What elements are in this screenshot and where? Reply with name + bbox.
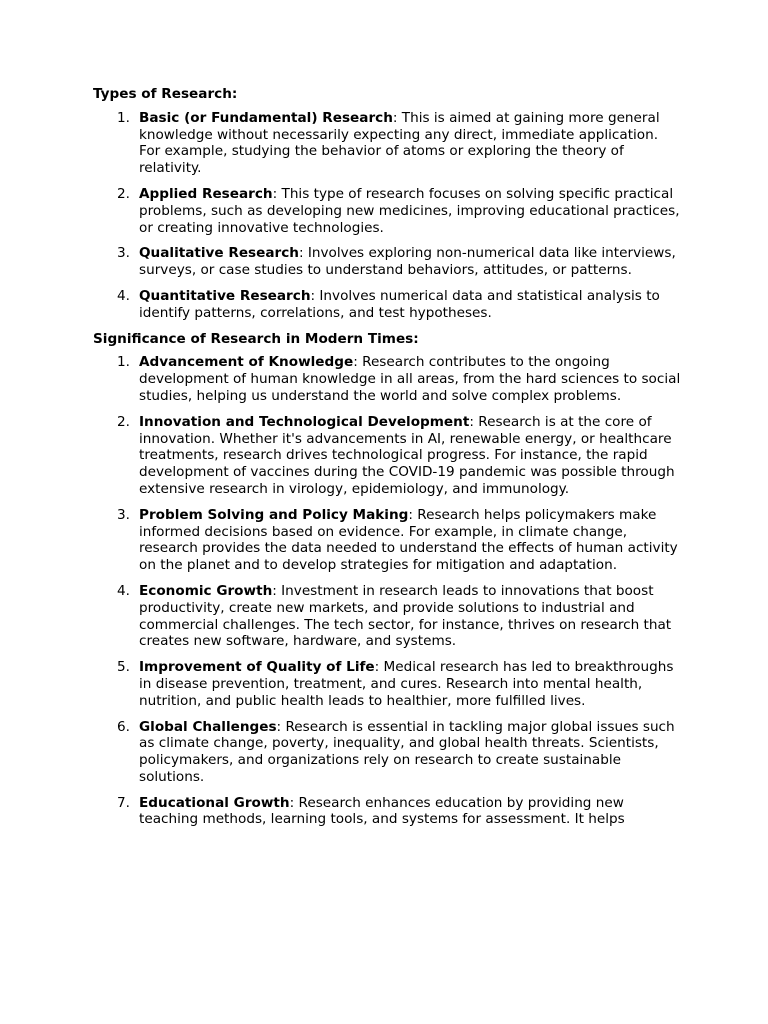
list-text: : Involves exploring non-numerical data like interviews, surveys, or case studies to understand behaviors, attitudes, or patterns. bbox=[139, 245, 676, 279]
list-text: : Research is essential in tackling major global issues such as climate change, poverty, inequality, and global health threats. Scientists, policymakers, and organizations rely on research to create sustainable solutions. bbox=[139, 718, 675, 785]
list-item bbox=[93, 719, 683, 786]
list-term: Qualitative Research bbox=[139, 245, 299, 262]
list-item bbox=[93, 288, 683, 322]
list-term: Applied Research bbox=[139, 185, 273, 202]
list-item bbox=[93, 414, 683, 498]
list-number: 2. bbox=[117, 413, 130, 430]
list-item bbox=[93, 245, 683, 279]
list-term: Problem Solving and Policy Making bbox=[139, 506, 409, 523]
list-number: 1. bbox=[117, 109, 130, 126]
list-number: 3. bbox=[117, 506, 130, 523]
list-item bbox=[93, 507, 683, 574]
list-number: 2. bbox=[117, 185, 130, 202]
list-text: : Research enhances education by providing new teaching methods, learning tools, and systems for assessment. It helps bbox=[139, 794, 625, 828]
list-term: Advancement of Knowledge bbox=[139, 354, 354, 371]
types-list bbox=[93, 110, 683, 322]
list-item bbox=[93, 583, 683, 650]
list-number: 5. bbox=[117, 659, 130, 676]
list-term: Economic Growth bbox=[139, 582, 273, 599]
significance-list bbox=[93, 354, 683, 828]
list-item bbox=[93, 186, 683, 236]
list-term: Improvement of Quality of Life bbox=[139, 659, 375, 676]
list-number: 4. bbox=[117, 582, 130, 599]
list-number: 7. bbox=[117, 794, 130, 811]
list-number: 3. bbox=[117, 245, 130, 262]
list-text: : Involves numerical data and statistical analysis to identify patterns, correlations, and test hypotheses. bbox=[139, 287, 660, 321]
list-text: : Research contributes to the ongoing development of human knowledge in all areas, from the hard sciences to social studies, helping us understand the world and solve complex problems. bbox=[139, 354, 681, 404]
list-item bbox=[93, 795, 683, 829]
list-term: Basic (or Fundamental) Research bbox=[139, 109, 393, 126]
section-heading-significance: Significance of Research in Modern Times: bbox=[93, 330, 419, 347]
list-text: : This is aimed at gaining more general knowledge without necessarily expecting any direct, immediate application. For example, studying the behavior of atoms or exploring the theory of relativity. bbox=[139, 109, 660, 177]
list-term: Innovation and Technological Development bbox=[139, 413, 470, 430]
list-text: : Research helps policymakers make informed decisions based on evidence. For example, in climate change, research provides the data needed to understand the effects of human activity on the planet and to develop strategies for mitigation and adaptation. bbox=[139, 506, 678, 574]
list-text: : Investment in research leads to innovations that boost productivity, create new markets, and provide solutions to industrial and commercial challenges. The tech sector, for instance, thrives on research that creates new software, hardware, and systems. bbox=[139, 582, 672, 650]
list-item bbox=[93, 659, 683, 709]
list-item bbox=[93, 110, 683, 177]
list-term: Educational Growth bbox=[139, 794, 290, 811]
list-text: : Research is at the core of innovation. Whether it's advancements in AI, renewable energy, or healthcare treatments, research drives technological progress. For instance, the rapid development of vaccines during the COVID-19 pandemic was possible through extensive research in virology, epidemiology, and immunology. bbox=[139, 413, 675, 497]
list-term: Global Challenges bbox=[139, 718, 277, 735]
list-text: : Medical research has led to breakthroughs in disease prevention, treatment, and cures. Research into mental health, nutrition, and public health leads to healthier, more fulfilled lives. bbox=[139, 659, 674, 709]
section-heading-types: Types of Research: bbox=[93, 86, 238, 102]
list-text: : This type of research focuses on solving specific practical problems, such as developing new medicines, improving educational practices, or creating innovative technologies. bbox=[139, 185, 680, 236]
list-number: 4. bbox=[117, 287, 130, 304]
list-term: Quantitative Research bbox=[139, 287, 311, 304]
list-number: 6. bbox=[117, 718, 130, 735]
list-number: 1. bbox=[117, 354, 130, 371]
list-item bbox=[93, 354, 683, 404]
document-page bbox=[93, 86, 683, 837]
